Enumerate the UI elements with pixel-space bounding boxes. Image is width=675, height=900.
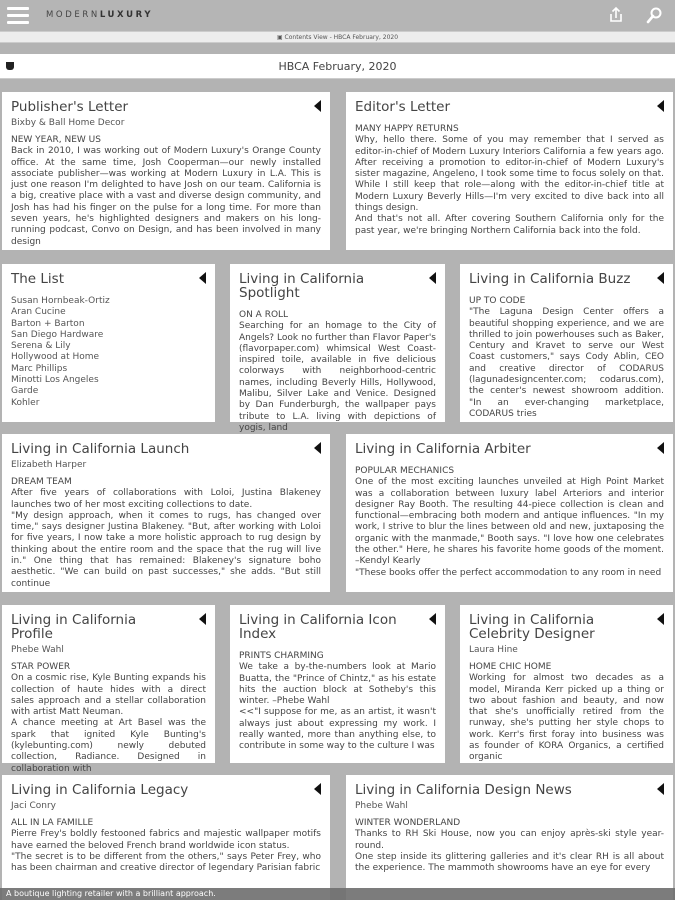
- list-item: Susan Hornbeak-Ortiz: [11, 296, 110, 306]
- article-excerpt: <<"I suppose for me, as an artist, it wasn't always just about expressing my work. I really wanted, more than anything else, to contribute in some way to the culture I was: [239, 707, 436, 752]
- article-card[interactable]: [2, 264, 215, 422]
- article-kicker: POPULAR MECHANICS: [355, 466, 455, 476]
- article-byline: Bixby & Ball Home Decor: [11, 118, 125, 128]
- caret-left-icon[interactable]: [429, 613, 436, 625]
- article-excerpt: One of the most exciting launches unveiled at High Point Market was a collaboration between luxury label Arteriors and interior designer Ray Booth. The resulting 44-piece collection is clean and functional—embracing both modern and antique influences. "In my work, I strive to blur the lines between old and new, juxtaposing the organic with the manmade," Booth says. "I love how one celebrates the other." Here, he shares his favorite home goods of the moment. –Kendyl Kearly: [355, 477, 664, 567]
- article-excerpt: Thanks to RH Ski House, now you can enjoy après-ski style year-round.: [355, 829, 664, 851]
- caret-left-icon[interactable]: [314, 783, 321, 795]
- list-item: Garde: [11, 386, 39, 397]
- article-kicker: MANY HAPPY RETURNS: [355, 124, 459, 134]
- article-kicker: UP TO CODE: [469, 296, 526, 306]
- article-title: Editor's Letter: [355, 99, 451, 115]
- article-kicker: ON A ROLL: [239, 310, 289, 320]
- article-excerpt: Why, hello there. Some of you may remember that I served as editor-in-chief of Modern Luxury Interiors California a few years ago. After receiving a promotion to editor-in-chief of Modern Luxury's sister magazine, Angeleno, I took some time to focus solely on that. While I still keep that role—along with the editor-in-chief title at Modern Luxury Beverly Hills—I'm very excited to dive back into all things design.: [355, 135, 664, 214]
- caret-left-icon[interactable]: [657, 272, 664, 284]
- article-card[interactable]: [460, 605, 673, 763]
- article-kicker: WINTER WONDERLAND: [355, 818, 461, 828]
- caret-left-icon[interactable]: [199, 272, 206, 284]
- article-card[interactable]: [346, 434, 673, 592]
- article-byline: Laura Hine: [469, 645, 518, 655]
- article-card[interactable]: [2, 775, 330, 900]
- article-title: Living in California Celebrity Designer: [469, 612, 595, 642]
- article-excerpt: On a cosmic rise, Kyle Bunting expands his collection of haute hides with a direct sales approach and a stellar collaboration with artist Matt Neuman.: [11, 673, 206, 718]
- article-byline: Phebe Wahl: [11, 645, 64, 655]
- article-excerpt: We take a by-the-numbers look at Mario Buatta, the "Prince of Chintz," as his estate hits the auction block at Sotheby's this winter. –Phebe Wahl: [239, 662, 436, 707]
- caret-left-icon[interactable]: [429, 272, 436, 284]
- article-title: Living in California Launch: [11, 441, 190, 457]
- list-item: Hollywood at Home: [11, 352, 100, 363]
- article-excerpt: "The secret is to be different from the others," says Peter Frey, who has been chairman and creative director of legendary Parisian fabric: [11, 851, 321, 874]
- article-byline: Phebe Wahl: [355, 801, 408, 811]
- article-title: The List: [11, 271, 64, 287]
- list-item: Barton + Barton: [11, 318, 85, 329]
- article-card[interactable]: [2, 92, 330, 250]
- article-kicker: HOME CHIC HOME: [469, 662, 552, 672]
- article-excerpt: One step inside its glittering galleries and it's clear RH is all about the experience. The mammoth showrooms have an eye for every: [355, 851, 664, 874]
- article-title: Living in California Design News: [355, 782, 572, 798]
- search-icon[interactable]: [645, 6, 663, 24]
- list-item: San Diego Hardware: [11, 329, 104, 340]
- article-card[interactable]: [346, 775, 673, 900]
- article-card[interactable]: [230, 264, 445, 433]
- share-icon[interactable]: [607, 6, 625, 24]
- list-item: Minotti Los Angeles: [11, 375, 99, 386]
- article-card[interactable]: [2, 605, 215, 774]
- article-excerpt: A chance meeting at Art Basel was the spark that ignited Kyle Bunting's (kylebunting.com) newly debuted collection, Radiance. Designed in collaboration with: [11, 718, 206, 774]
- article-title: Living in California Buzz: [469, 271, 631, 287]
- article-title: Living in California Spotlight: [239, 271, 365, 301]
- caret-left-icon[interactable]: [657, 783, 664, 795]
- article-excerpt: After five years of collaborations with Loloi, Justina Blakeney launches two of her most exciting collections to date.: [11, 488, 321, 510]
- article-card[interactable]: [346, 92, 673, 250]
- article-card[interactable]: [230, 605, 445, 763]
- caret-left-icon[interactable]: [657, 613, 664, 625]
- issue-title: HBCA February, 2020: [278, 60, 397, 73]
- list-item: Aran Cucine: [11, 307, 66, 318]
- article-kicker: DREAM TEAM: [11, 477, 72, 487]
- article-kicker: ALL IN LA FAMILLE: [11, 818, 94, 828]
- article-excerpt: And that's not all. After covering Southern California only for the past year, we're bringing Northern California back into the fold.: [355, 214, 664, 236]
- article-kicker: PRINTS CHARMING: [239, 651, 324, 661]
- article-excerpt: "The Laguna Design Center offers a beautiful shopping experience, and we are thrilled to join powerhouses such as Baker, Century and Kravet to serve our West Coast customers," says Cody Ablin, CEO and creative director of CODARUS (lagunadesigncenter.com; codarus.com), the center's newest showroom addition. "In an ever-changing marketplace, CODARUS tries: [469, 307, 664, 419]
- list-item: Kohler: [11, 397, 40, 408]
- issue-title-bar: [0, 54, 675, 79]
- article-kicker: STAR POWER: [11, 662, 71, 672]
- article-title: Living in California Arbiter: [355, 441, 531, 457]
- caret-left-icon[interactable]: [657, 100, 664, 112]
- hamburger-menu-icon[interactable]: [7, 7, 29, 24]
- article-title: Living in California Icon Index: [239, 612, 397, 642]
- image-caption: A boutique lighting retailer with a brilliant approach.: [0, 888, 675, 900]
- brand-logo: MODERNLUXURY: [46, 10, 154, 20]
- article-card[interactable]: [2, 434, 330, 592]
- article-excerpt: Back in 2010, I was working out of Modern Luxury's Orange County office. At the same time, Josh Cooperman—our newly installed associate publisher—was working at Modern Luxury in L.A. This is just one reason I'm delighted to have Josh on our team. California is a big, creative place with a vast and diverse design community, and Josh has had his finger on the pulse for a long time. For more than seven years, he's highlighted designers and makers on his long-running podcast, Convo on Design, and has been involved in many design: [11, 146, 321, 247]
- article-excerpt: "These books offer the perfect accommodation to any room in need: [355, 567, 662, 578]
- article-kicker: NEW YEAR, NEW US: [11, 135, 101, 145]
- list-item: Serena & Lily: [11, 341, 71, 352]
- caret-left-icon[interactable]: [314, 100, 321, 112]
- article-title: Living in California Profile: [11, 612, 137, 642]
- article-excerpt: Searching for an homage to the City of Angels? Look no further than Flavor Paper's (flavorpaper.com) whimsical West Coast-inspired toile, available in five delicious colorways with neighborhood-centric names, including Beverly Hills, Hollywood, Malibu, Silver Lake and Venice. Designed by Dan Funderburgh, the wallpaper pays tribute to L.A. living with depictions of yogis, land: [239, 321, 436, 433]
- top-toolbar: [0, 0, 675, 31]
- article-byline: Jaci Conry: [11, 801, 56, 811]
- list-item: Marc Phillips: [11, 363, 68, 374]
- article-excerpt: "My design approach, when it comes to rugs, has changed over time," says designer Justina Blakeney. "But, after working with Loloi for five years, I now take a more holistic approach to rug design by thinking about the entire room and the space that the rug will live in." One thing that has remained: Blakeney's signature boho aesthetic. "We can build on past successes," she adds. "But still continue: [11, 510, 321, 589]
- article-excerpt: Working for almost two decades as a model, Miranda Kerr picked up a thing or two about fashion and beauty, and now that she's unofficially retired from the runway, she's putting her style chops to work. Kerr's first foray into business was as founder of KORA Organics, a certified organic: [469, 673, 664, 763]
- caret-left-icon[interactable]: [199, 613, 206, 625]
- article-byline: Elizabeth Harper: [11, 460, 87, 470]
- article-excerpt: Pierre Frey's boldly festooned fabrics and majestic wallpaper motifs have earned the beloved French brand worldwide icon status.: [11, 829, 321, 851]
- contents-view-label: ▣ Contents View - HBCA February, 2020: [0, 31, 675, 43]
- article-title: Publisher's Letter: [11, 99, 129, 115]
- caret-left-icon[interactable]: [314, 442, 321, 454]
- caret-left-icon[interactable]: [657, 442, 664, 454]
- article-title: Living in California Legacy: [11, 782, 189, 798]
- article-card[interactable]: [460, 264, 673, 422]
